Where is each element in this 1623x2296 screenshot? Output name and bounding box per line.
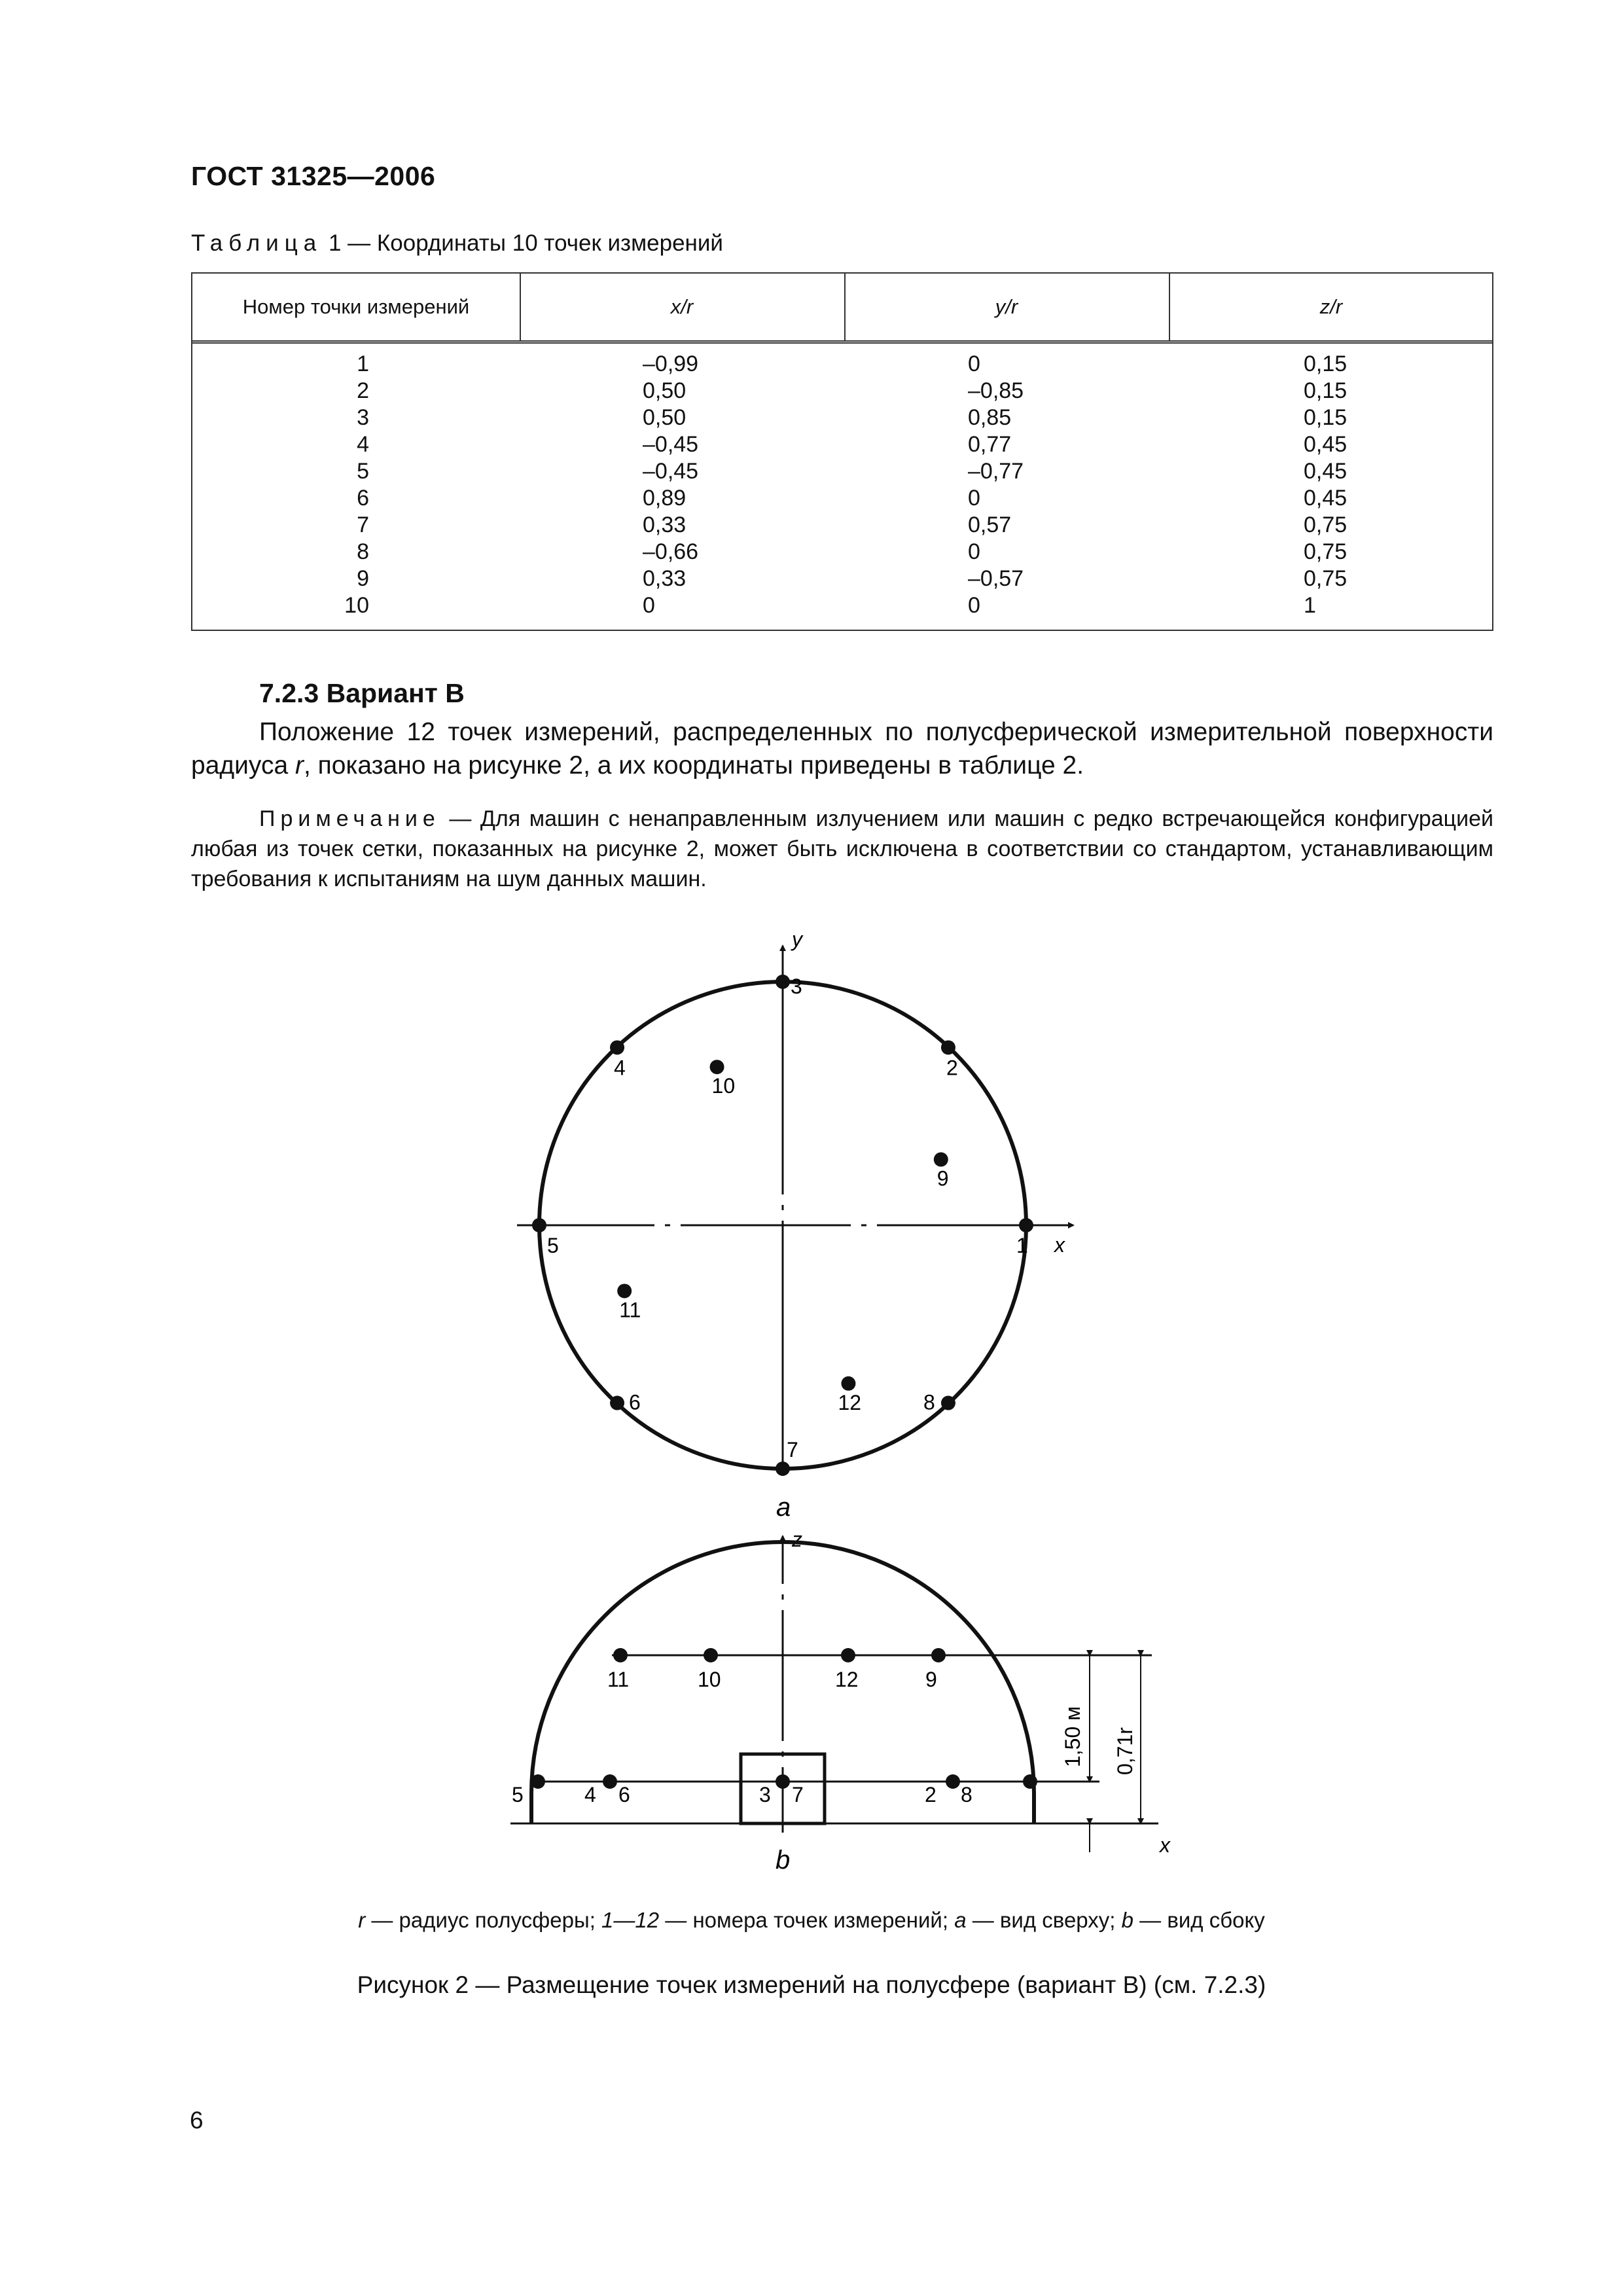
side-point-upper	[931, 1648, 946, 1662]
side-lower-label: 6	[618, 1783, 630, 1806]
side-lower-label: 4	[584, 1783, 596, 1806]
table-cell: 0	[968, 486, 980, 511]
table-cell: 0	[968, 351, 980, 376]
side-point-lower	[603, 1774, 617, 1789]
table-cell: 0	[643, 593, 655, 618]
table-cell: 0,45	[1304, 432, 1347, 457]
measurement-point-11	[617, 1283, 632, 1298]
table-cell: 0,57	[968, 512, 1012, 537]
paragraph-part-a: Положение 12 точек измерений, распределенных по полусферической измерительной поверхности радиуса	[191, 718, 1493, 780]
measurement-point-7	[776, 1462, 790, 1476]
view-b-label: b	[776, 1846, 791, 1874]
measurement-point-4	[610, 1040, 624, 1054]
point-label-7: 7	[787, 1438, 798, 1462]
table-cell: –0,85	[968, 378, 1024, 403]
table-cell: 10	[344, 593, 369, 618]
view-a-label: a	[776, 1493, 791, 1522]
side-point-upper	[613, 1648, 628, 1662]
table-cell: 7	[357, 512, 369, 537]
point-label-5: 5	[547, 1234, 559, 1257]
measurement-point-5	[532, 1218, 546, 1232]
side-point-upper	[704, 1648, 718, 1662]
table-cell: 3	[357, 405, 369, 430]
side-point-upper	[841, 1648, 855, 1662]
table-cell: 0,50	[643, 378, 687, 403]
side-upper-label: 11	[607, 1668, 630, 1691]
side-point-lower	[946, 1774, 960, 1789]
side-point-lower	[776, 1774, 790, 1789]
measurement-point-8	[941, 1396, 955, 1410]
table-cell: 5	[357, 459, 369, 484]
legend-a: a	[954, 1908, 967, 1932]
table-cell: 0,77	[968, 432, 1012, 457]
legend-text-1: — радиус полусферы;	[365, 1908, 602, 1932]
table-cell: –0,45	[643, 432, 699, 457]
table-cell: 4	[357, 432, 369, 457]
paragraph-part-b: , показано на рисунке 2, а их координаты приведены в таблице 2.	[304, 751, 1084, 780]
top-view	[517, 927, 1073, 1522]
table-cell: –0,45	[643, 459, 699, 484]
header-x: x/r	[670, 295, 694, 318]
side-upper-label: 12	[835, 1668, 859, 1691]
dimension-label-2: 0,71r	[1113, 1727, 1137, 1775]
table-cell: 0,75	[1304, 512, 1347, 537]
measurement-point-9	[934, 1153, 948, 1167]
point-label-3: 3	[791, 975, 802, 998]
header-y: y/r	[995, 295, 1018, 318]
y-axis-label: y	[792, 927, 802, 951]
side-lower-label: 5	[512, 1783, 524, 1806]
point-label-9: 9	[936, 1166, 949, 1191]
section-title: 7.2.3 Вариант В	[259, 678, 465, 708]
table-cell: –0,77	[968, 459, 1024, 484]
table-cell: 0,33	[643, 512, 687, 537]
point-label-12: 12	[838, 1390, 862, 1414]
x-axis-label: x	[1054, 1233, 1065, 1257]
side-view	[510, 1528, 1171, 1874]
table-cell: 0,45	[1304, 486, 1347, 511]
legend-text-4: — вид сбоку	[1133, 1908, 1265, 1932]
note-text: — Для машин с ненаправленным излучением или машин с редко встречающейся конфигурацией любая из точек сетки, показанных на рисунке 2, может быть исключена в соответствии со стандартом, устанавливающим требования к испытаниям на шум данных машин.	[191, 806, 1493, 891]
legend-range: 1—12	[601, 1908, 660, 1932]
measurement-point-1	[1019, 1218, 1033, 1232]
table-caption-text: 1 — Координаты 10 точек измерений	[328, 230, 723, 256]
point-label-11: 11	[619, 1298, 641, 1322]
table-cell: 0	[968, 539, 980, 564]
side-upper-label: 10	[698, 1668, 721, 1691]
side-lower-label: 7	[792, 1783, 804, 1806]
side-point-lower	[1023, 1774, 1037, 1789]
point-label-1: 1	[1016, 1234, 1028, 1257]
table-cell: 6	[357, 486, 369, 511]
point-label-10: 10	[711, 1074, 736, 1098]
point-label-2: 2	[946, 1056, 958, 1080]
measurement-point-2	[941, 1040, 955, 1054]
note-word: Примечание	[259, 806, 440, 831]
document-header: ГОСТ 31325—2006	[191, 161, 436, 191]
legend-text-2: — номера точек измерений;	[659, 1908, 955, 1932]
side-lower-label: 8	[961, 1783, 972, 1806]
side-upper-label: 9	[925, 1668, 937, 1691]
point-label-8: 8	[923, 1390, 935, 1414]
measurement-point-6	[610, 1396, 624, 1410]
table-cell: 9	[357, 566, 369, 591]
legend-r: r	[358, 1908, 366, 1932]
side-lower-label: 3	[759, 1783, 771, 1806]
measurement-point-12	[841, 1376, 855, 1391]
page-number: 6	[190, 2107, 204, 2134]
table-cell: 0,50	[643, 405, 687, 430]
table-cell: 0,15	[1304, 405, 1347, 430]
table-cell: 1	[357, 351, 369, 376]
table-cell: 0,85	[968, 405, 1012, 430]
table-cell: 0,45	[1304, 459, 1347, 484]
side-point-lower	[531, 1774, 545, 1789]
table-cell: 8	[357, 539, 369, 564]
table-cell: 0	[968, 593, 980, 618]
table-cell: 0,15	[1304, 351, 1347, 376]
table-cell: 0,15	[1304, 378, 1347, 403]
table-cell: 0,33	[643, 566, 687, 591]
header-z: z/r	[1319, 295, 1343, 318]
point-label-6: 6	[629, 1390, 641, 1414]
point-label-4: 4	[614, 1056, 626, 1080]
table-cell: 2	[357, 378, 369, 403]
table-cell: 1	[1304, 593, 1316, 618]
dimension-label-1: 1,50 м	[1061, 1706, 1084, 1767]
side-view-points	[512, 1648, 1037, 1806]
table-cell: –0,66	[643, 539, 699, 564]
figure-caption: Рисунок 2 — Размещение точек измерений на полусфере (вариант В) (см. 7.2.3)	[357, 1971, 1266, 1998]
header-point-number: Номер точки измерений	[242, 295, 470, 318]
table-caption-word: Таблица	[191, 230, 323, 256]
paragraph-radius-symbol: r	[295, 751, 304, 780]
side-lower-label: 2	[925, 1783, 936, 1806]
side-x-axis-label: x	[1160, 1833, 1170, 1857]
figure-legend	[0, 1908, 1623, 1933]
measurement-point-3	[776, 975, 790, 989]
table-cell: 0,75	[1304, 566, 1347, 591]
measurement-point-10	[710, 1060, 724, 1074]
z-axis-label: z	[792, 1528, 802, 1551]
table-cell: –0,57	[968, 566, 1024, 591]
legend-b: b	[1121, 1908, 1133, 1932]
table-cell: –0,99	[643, 351, 699, 376]
legend-text-3: — вид сверху;	[966, 1908, 1122, 1932]
table-cell: 0,75	[1304, 539, 1347, 564]
table-cell: 0,89	[643, 486, 687, 511]
